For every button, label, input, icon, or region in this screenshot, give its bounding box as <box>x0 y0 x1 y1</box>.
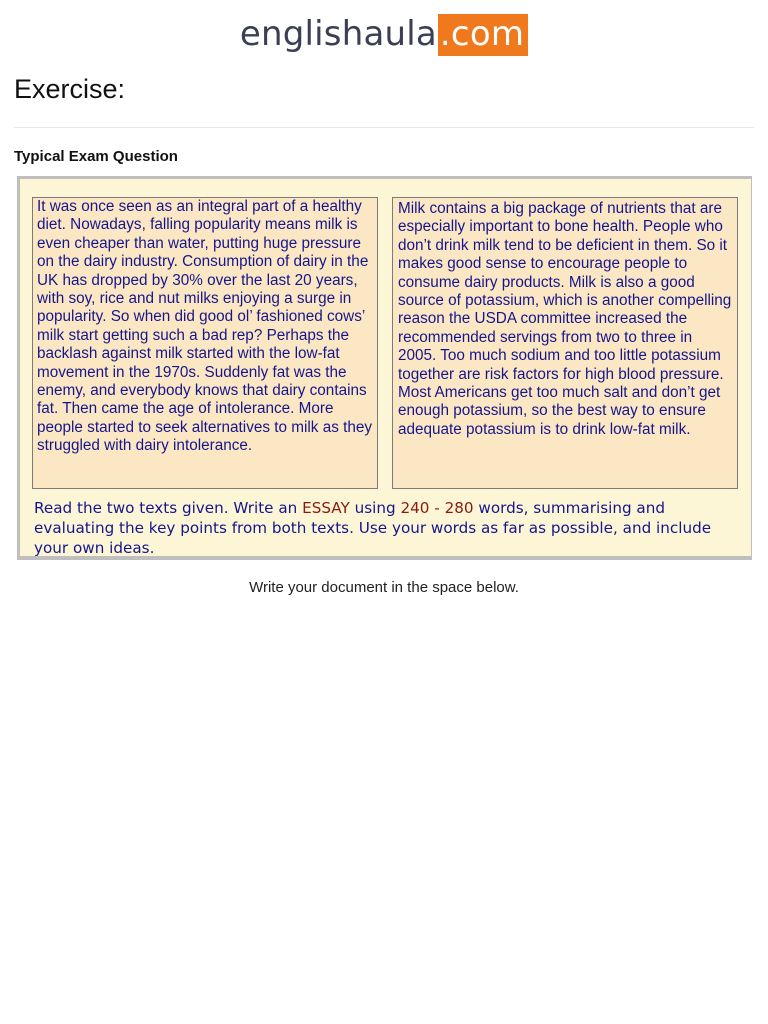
source-text-right <box>392 197 738 489</box>
instruction-essay-highlight: ESSAY <box>302 499 350 517</box>
divider <box>14 127 754 128</box>
exam-instruction <box>34 498 744 558</box>
logo-main-text: englishaula <box>239 14 437 54</box>
source-text-left <box>32 197 378 489</box>
source-text-left-body: It was once seen as an integral part of a healthy diet. Nowadays, falling popularity means milk is even cheaper than water, putting huge pressure on the dairy industry. Consumption of dairy in the UK has dropped by 30% over the last 20 years, with soy, rice and nut milks enjoying a surge in popularity. So when did good ol’ fashioned cows’ milk start getting such a bad rep? Perhaps the backlash against milk started with the low-fat movement in the 1970s. Suddenly fat was the enemy, and everybody knows that dairy contains fat. Then came the age of intolerance. More people started to seek alternatives to milk as they struggled with dairy intolerance. <box>37 198 373 455</box>
instruction-part-3: words, summarising and evaluating the key points from both texts. Use your words as far as possible, and include your own ideas. <box>34 499 712 557</box>
site-logo[interactable] <box>0 14 768 54</box>
page-title: Exercise: <box>14 74 126 104</box>
instruction-part-2: using <box>349 499 401 517</box>
logo-tld-badge: .com <box>438 14 528 56</box>
write-below-caption: Write your document in the space below. <box>249 579 519 596</box>
section-subtitle: Typical Exam Question <box>14 148 178 165</box>
instruction-word-range: 240 - 280 <box>400 499 474 517</box>
instruction-part-1: Read the two texts given. Write an <box>34 499 303 517</box>
source-text-right-body: Milk contains a big package of nutrients that are especially important to bone health. People who don’t drink milk tend to be deficient in them. So it makes good sense to encourage people to consume dairy products. Milk is also a good source of potassium, which is another compelling reason the USDA committee increased the recommended servings from two to three in 2005. Too much sodium and too little potassium together are risk factors for high blood pressure. Most Americans get too much salt and don’t get enough potassium, so the best way to ensure adequate potassium is to drink low-fat milk. <box>398 200 732 438</box>
